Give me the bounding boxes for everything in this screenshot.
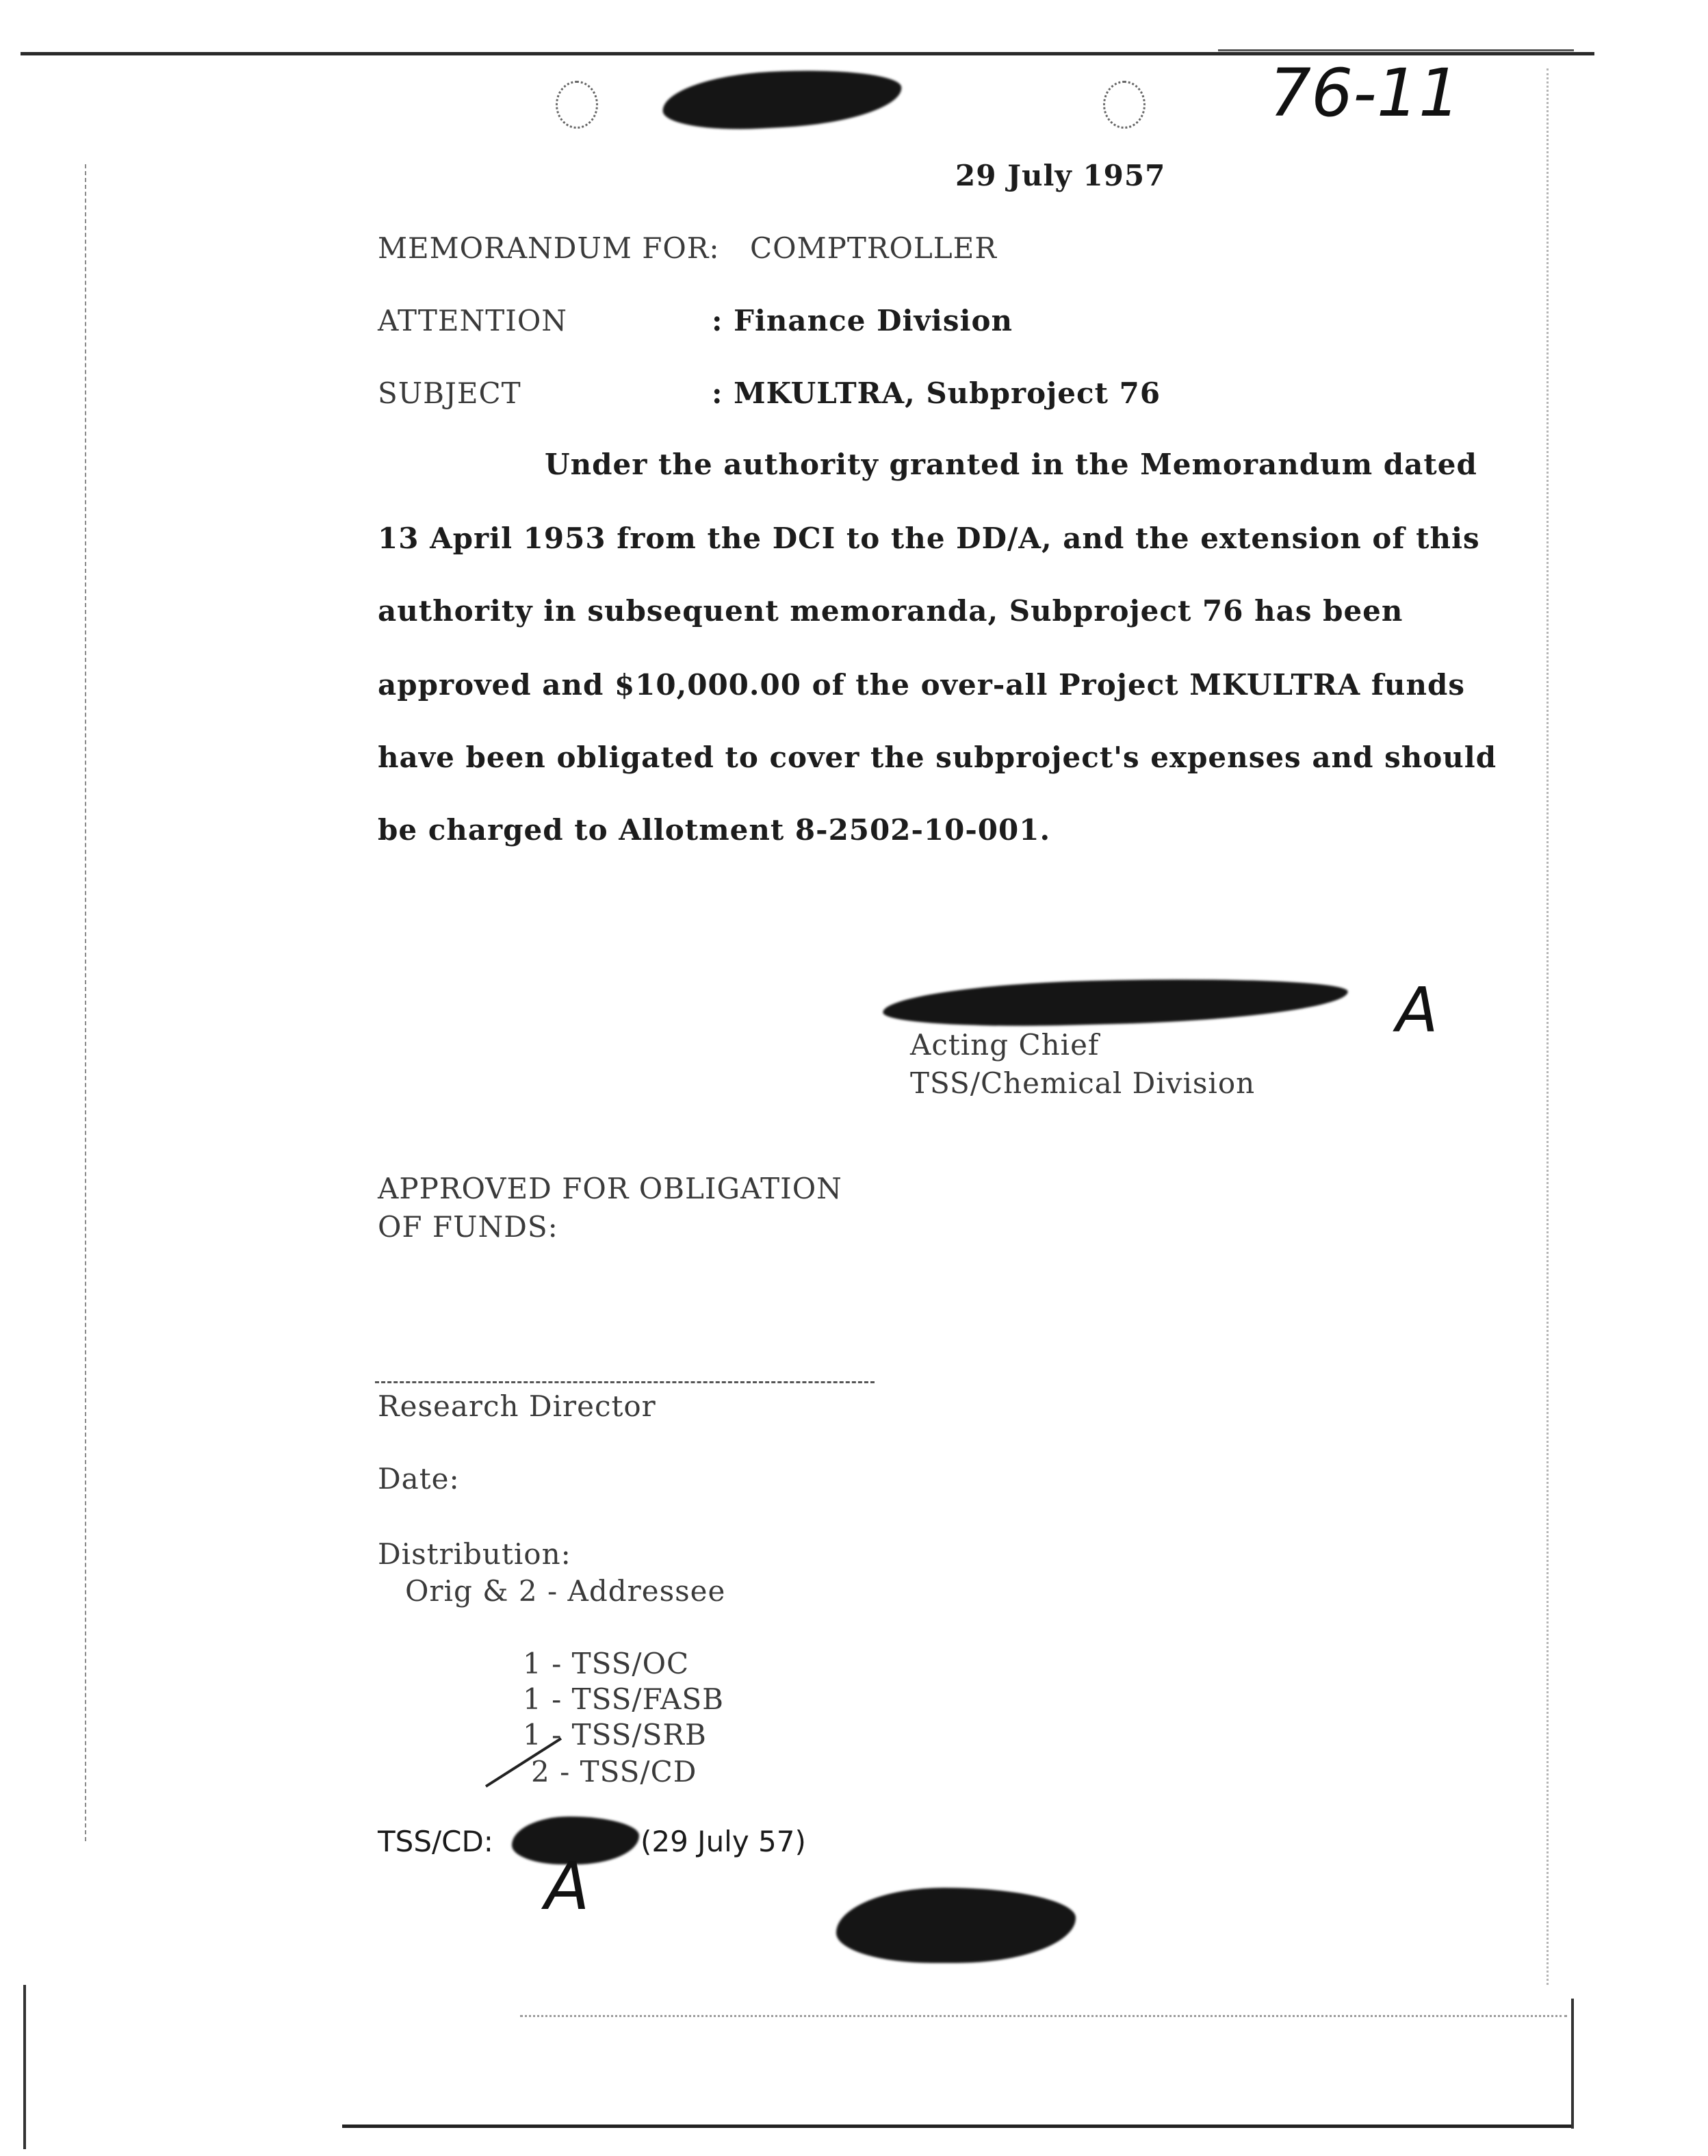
body-line-4: approved and $10,000.00 of the over-all Project MKULTRA funds <box>378 668 1466 702</box>
approval-signer: Research Director <box>378 1389 656 1423</box>
distribution-item-1: 1 - TSS/OC <box>523 1647 690 1680</box>
scan-left-edge <box>85 164 88 1841</box>
distribution-first: Orig & 2 - Addressee <box>405 1574 726 1608</box>
footer-prefix: TSS/CD: <box>378 1825 493 1858</box>
handwritten-slash-icon <box>479 1732 575 1793</box>
scan-right-edge <box>1571 1999 1574 2129</box>
memo-date: 29 July 1957 <box>955 159 1166 192</box>
redaction-top <box>661 65 903 133</box>
body-line-2: 13 April 1953 from the DCI to the DD/A, and the extension of this <box>378 522 1480 555</box>
attention-value: : Finance Division <box>712 304 1013 337</box>
scan-left-edge-bottom <box>23 1985 26 2149</box>
body-line-3: authority in subsequent memoranda, Subproject 76 has been <box>378 594 1403 628</box>
handwritten-initial-signature: A <box>1396 975 1438 1047</box>
signer-title-line-1: Acting Chief <box>910 1028 1100 1062</box>
scan-dotted-line <box>520 2015 1567 2017</box>
scan-top-edge-right <box>1218 49 1574 51</box>
attention-label: ATTENTION <box>378 304 568 337</box>
subject-label: SUBJECT <box>378 376 521 410</box>
redaction-bottom <box>836 1888 1076 1963</box>
handwritten-footer-initial: A <box>545 1848 590 1925</box>
distribution-item-2: 1 - TSS/FASB <box>523 1682 725 1716</box>
punch-hole-right-icon <box>1103 81 1146 129</box>
scan-right-noise <box>1547 68 1557 1985</box>
approval-line-1: APPROVED FOR OBLIGATION <box>378 1172 842 1205</box>
body-line-6: be charged to Allotment 8-2502-10-001. <box>378 813 1051 847</box>
handwritten-page-number: 76-11 <box>1269 55 1460 131</box>
subject-value: : MKULTRA, Subproject 76 <box>712 376 1161 410</box>
scan-bottom-edge <box>342 2125 1574 2128</box>
approval-signature-line <box>375 1381 875 1383</box>
redaction-signature <box>882 974 1348 1030</box>
memorandum-for-label: MEMORANDUM FOR: <box>378 231 720 265</box>
approval-date-label: Date: <box>378 1462 460 1496</box>
distribution-item-3: 1 - TSS/SRB <box>523 1718 707 1751</box>
body-line-5: have been obligated to cover the subproject's expenses and should <box>378 741 1497 774</box>
approval-line-2: OF FUNDS: <box>378 1210 558 1244</box>
distribution-item-4: 2 - TSS/CD <box>531 1755 697 1788</box>
body-line-1: Under the authority granted in the Memorandum dated <box>545 448 1477 481</box>
punch-hole-left-icon <box>556 81 598 129</box>
footer-date: (29 July 57) <box>640 1825 806 1858</box>
distribution-label: Distribution: <box>378 1537 571 1571</box>
memorandum-for-value: COMPTROLLER <box>750 231 997 265</box>
signer-title-line-2: TSS/Chemical Division <box>910 1066 1256 1100</box>
